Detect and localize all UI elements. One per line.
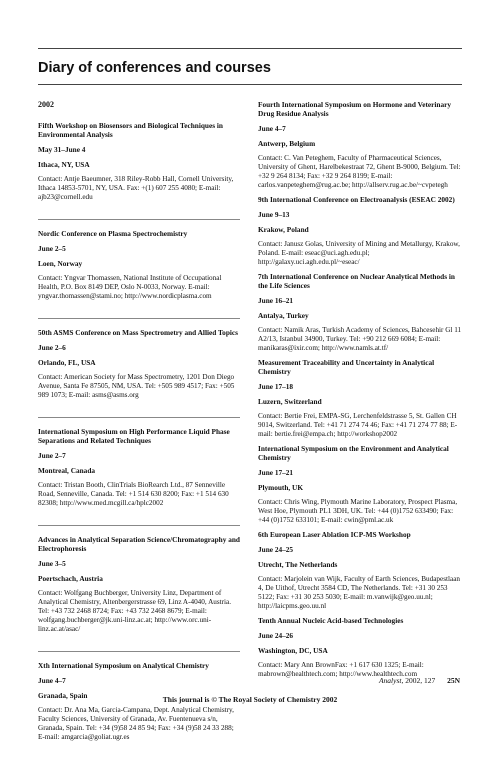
conference-title: 9th International Conference on Electroanalysis (ESEAC 2002) <box>258 195 455 204</box>
conference-date: June 9–13 <box>258 210 290 219</box>
conference-title: Nordic Conference on Plasma Spectrochemistry <box>38 229 188 238</box>
conference-entry <box>38 525 240 634</box>
conference-title: 6th European Laser Ablation ICP-MS Workshop <box>258 530 411 539</box>
conference-title: 7th International Conference on Nuclear Analytical Methods in the Life Sciences <box>258 272 455 290</box>
page-title: Diary of conferences and courses <box>38 60 271 76</box>
conference-contact: Contact: American Society for Mass Spectrometry, 1201 Don Diego Avenue, Santa Fe 87505, NM, USA. Tel: +505 989 4517; Fax: +505 989 1073; E-mail: asms@asms.org <box>38 373 235 399</box>
conference-date: June 17–18 <box>258 382 294 391</box>
conference-entry <box>38 121 240 202</box>
conference-date: June 24–26 <box>258 631 294 640</box>
conference-title: Xth International Symposium on Analytical Chemistry <box>38 661 209 670</box>
conference-entry <box>258 100 463 190</box>
conference-date: June 3–5 <box>38 559 66 568</box>
journal-reference <box>379 676 460 685</box>
conference-location: Plymouth, UK <box>258 483 303 492</box>
conference-date: June 24–25 <box>258 545 294 554</box>
conference-date: June 2–5 <box>38 244 66 253</box>
conference-entry <box>258 195 463 267</box>
conference-title: Fourth International Symposium on Hormone and Veterinary Drug Residue Analysis <box>258 100 451 118</box>
conference-date: June 4–7 <box>38 676 66 685</box>
conference-date: May 31–June 4 <box>38 145 86 154</box>
conference-title: International Symposium on the Environment and Analytical Chemistry <box>258 444 449 462</box>
top-rule <box>38 48 462 49</box>
right-entries <box>258 100 463 679</box>
conference-location: Montreal, Canada <box>38 466 96 475</box>
conference-title: Fifth Workshop on Biosensors and Biological Techniques in Environmental Analysis <box>38 121 223 139</box>
conference-contact: Contact: Janusz Golas, University of Mining and Metallurgy, Krakow, Poland. E-mail: eseac@uci.agh.edu.pl; http://galaxy.uci.agh.edu.pl/~eseac/ <box>258 240 460 266</box>
left-entries <box>38 121 240 742</box>
conference-entry <box>38 417 240 508</box>
conference-location: Ithaca, NY, USA <box>38 160 90 169</box>
conference-entry <box>38 219 240 301</box>
conference-location: Loen, Norway <box>38 259 83 268</box>
right-column <box>258 100 463 684</box>
conference-entry <box>258 444 463 525</box>
conference-contact: Contact: Mary Ann BrownFax: +1 617 630 1325; E-mail: mabrown@healthtech.com; http://www.healthtech.com <box>258 661 424 678</box>
conference-date: June 2–6 <box>38 343 66 352</box>
conference-contact: Contact: Tristan Booth, ClinTrials BioRearch Ltd., 87 Senneville Road, Senneville, Canada. Tel: +1 514 630 8200; Fax: +1 514 630 82308; http://www.med.mcgill.ca/hplc2002 <box>38 481 229 507</box>
conference-title: Tenth Annual Nucleic Acid-based Technologies <box>258 616 404 625</box>
conference-entry <box>38 318 240 400</box>
conference-location: Krakow, Poland <box>258 225 309 234</box>
conference-contact: Contact: C. Van Peteghem, Faculty of Pharmaceutical Sciences, University of Ghent, Harelbekestraat 72, Ghent B-9000, Belgium. Tel: +32 9 264 8134; Fax: +32 9 264 8199; E-mail: carlos.vanpeteghem@rug.ac.be; http://allserv.rug.ac.be/~cvpetegh <box>258 154 461 189</box>
conference-title: 50th ASMS Conference on Mass Spectrometry and Allied Topics <box>38 328 238 337</box>
conference-location: Luzern, Switzerland <box>258 397 322 406</box>
conference-contact: Contact: Namik Aras, Turkish Academy of Sciences, Bahcesehir Gl 11 A2/13, Istanbul 34900, Turkey. Tel: +90 212 669 6084; E-mail: manikaras@ixir.com; http://www.namls.at.tf/ <box>258 326 462 352</box>
conference-location: Antwerp, Belgium <box>258 139 316 148</box>
conference-date: June 2–7 <box>38 451 66 460</box>
conference-title: Measurement Traceability and Uncertainty in Analytical Chemistry <box>258 358 435 376</box>
conference-location: Antalya, Turkey <box>258 311 309 320</box>
copyright-line: This journal is © The Royal Society of Chemistry 2002 <box>162 695 338 704</box>
conference-location: Poertschach, Austria <box>38 574 103 583</box>
conference-entry <box>258 272 463 353</box>
conference-contact: Contact: Yngvar Thomassen, National Institute of Occupational Health, P.O. Box 8149 DEP, Oslo N-0033, Norway. E-mail: yngvar.thomassen@stami.no; http://www.nordicplasma.com <box>38 274 222 300</box>
conference-entry <box>258 530 463 611</box>
conference-location: Washington, DC, USA <box>258 646 328 655</box>
year-heading: 2002 <box>38 100 54 109</box>
conference-contact: Contact: Chris Wing, Plymouth Marine Laboratory, Prospect Plasma, West Hoe, Plymouth PL1 3DH, UK. Tel: +44 (0)1752 633490; Fax: +44 (0)1752 633101; E-mail: cwin@pml.ac.uk <box>258 498 458 524</box>
conference-entry <box>258 358 463 439</box>
title-rule <box>38 84 462 85</box>
conference-contact: Contact: Wolfgang Buchberger, University Linz, Department of Analytical Chemistry, Altenbergerstrasse 69, Linz A-4040, Austria. Tel: +43 732 2468 8724; Fax: +43 732 2468 8679; E-mail: wolfgang.buchberger@jk.uni-linz.ac.at; http://www.orc.uni-linz.ac.at/asac/ <box>38 589 232 633</box>
conference-location: Orlando, FL, USA <box>38 358 96 367</box>
conference-contact: Contact: Bertie Frei, EMPA-SG, Lerchenfeldstrasse 5, St. Gallen CH 9014, Switzerland. Tel: +41 71 274 74 46; Fax: +41 71 274 77 88; E-mail: bertie.frei@empa.ch; http://workshop2002 <box>258 412 458 438</box>
conference-date: June 4–7 <box>258 124 286 133</box>
conference-title: Advances in Analytical Separation Science/Chromatography and Electrophoresis <box>38 535 240 553</box>
page-number: 25N <box>447 676 460 685</box>
conference-title: International Symposium on High Performance Liquid Phase Separations and Related Techniques <box>38 427 230 445</box>
conference-location: Granada, Spain <box>38 691 88 700</box>
journal-name: Analyst, <box>378 676 404 685</box>
conference-entry <box>258 616 463 679</box>
journal-year-volume: 2002, 127 <box>405 676 436 685</box>
left-column <box>38 100 240 759</box>
conference-location: Utrecht, The Netherlands <box>258 560 338 569</box>
conference-date: June 16–21 <box>258 296 294 305</box>
conference-contact: Contact: Dr. Ana Ma, Garcia-Campana, Dept. Analytical Chemistry, Faculty Sciences, University of Granada, Av. Fuentenueva s/n, Granada, Spain. Tel: +34 (9)58 24 85 94; Fax: +34 (9)58 24 33 288; E-mail: amgarcia@goliat.ugr.es <box>38 706 234 741</box>
conference-contact: Contact: Antje Baeumner, 318 Riley-Robb Hall, Cornell University, Ithaca 14853-5701, NY, USA. Fax: +(1) 607 255 4080; E-mail: ajb23@cornell.edu <box>38 175 234 201</box>
conference-date: June 17–21 <box>258 468 294 477</box>
conference-contact: Contact: Marjolein van Wijk, Faculty of Earth Sciences, Budapestlaan 4, De Uithof, Utrecht 3584 CD, The Netherlands. Tel: +31 30 253 5122; Fax: +31 30 253 5030; E-mail: m.vanwijk@geo.uu.nl; http://laicpms.geo.uu.nl <box>258 575 460 610</box>
